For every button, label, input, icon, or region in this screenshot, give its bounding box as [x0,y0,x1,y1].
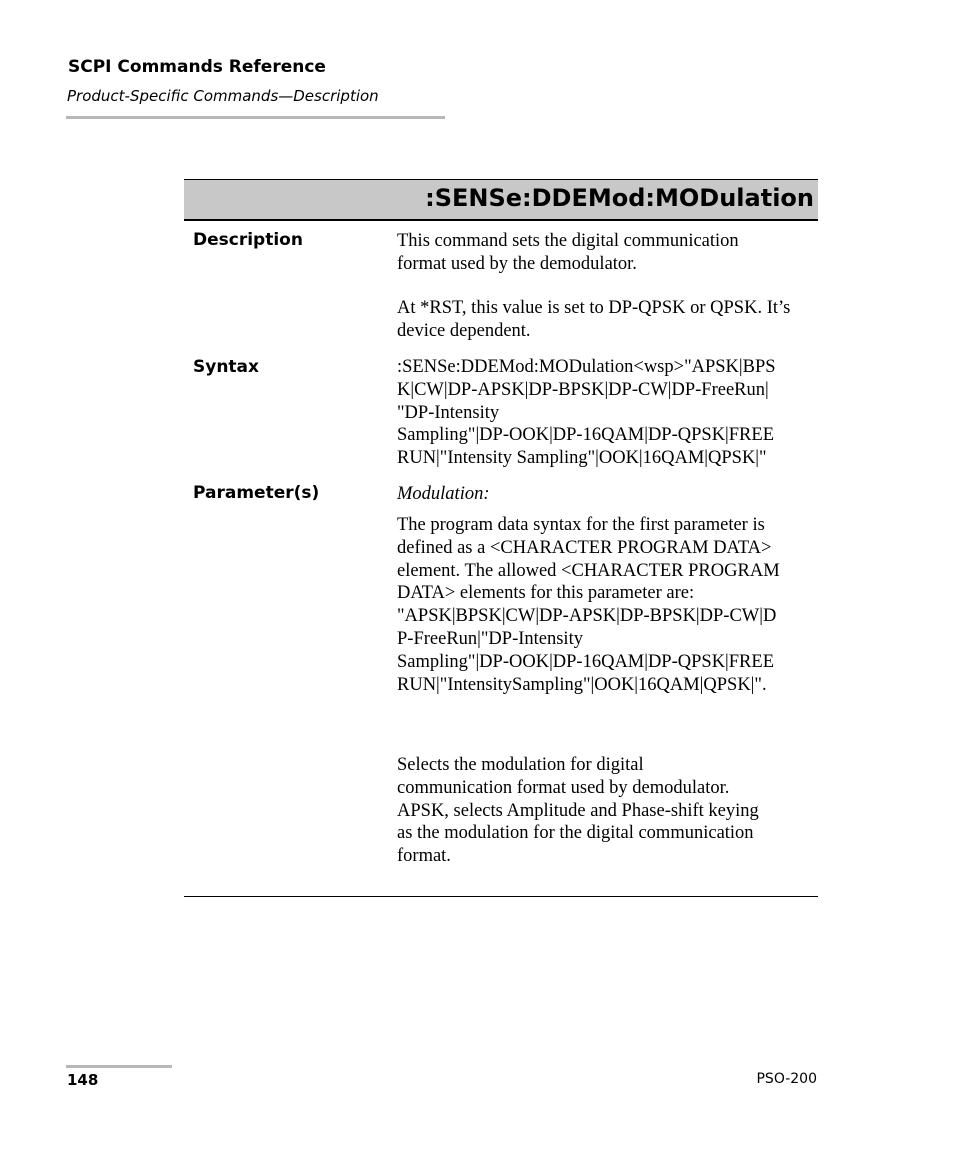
text-line: P-FreeRun|"DP-Intensity [397,628,583,649]
description-label: Description [193,230,303,250]
text-line: :SENSe:DDEMod:MODulation<wsp>"APSK|BPS [397,357,776,377]
text-line: RUN|"Intensity Sampling"|OOK|16QAM|QPSK|" [397,448,767,469]
command-title: :SENSe:DDEMod:MODulation [425,184,814,212]
parameters-label: Parameter(s) [193,483,320,503]
text-line: Selects the modulation for digital [397,755,644,775]
text-line: "APSK|BPSK|CW|DP-APSK|DP-BPSK|DP-CW|D [397,606,777,627]
parameter-text-2 [397,754,817,868]
parameter-text-1 [397,514,817,696]
text-line: defined as a <CHARACTER PROGRAM DATA> [397,537,772,558]
footer-rule [66,1065,172,1068]
description-text-2 [397,297,817,343]
text-line: format used by the demodulator. [397,253,637,274]
text-line: Sampling"|DP-OOK|DP-16QAM|DP-QPSK|FREE [397,425,774,446]
text-line: "DP-Intensity [397,402,500,423]
description-text-1 [397,230,817,276]
text-line: The program data syntax for the first parameter is [397,515,765,535]
text-line: K|CW|DP-APSK|DP-BPSK|DP-CW|DP-FreeRun| [397,379,769,400]
text-line: element. The allowed <CHARACTER PROGRAM [397,560,780,581]
command-title-bar [184,179,818,221]
text-line: At *RST, this value is set to DP-QPSK or QPSK. It’s [397,298,791,318]
text-line: RUN|"IntensitySampling"|OOK|16QAM|QPSK|". [397,674,767,695]
syntax-text [397,356,817,470]
text-line: Sampling"|DP-OOK|DP-16QAM|DP-QPSK|FREE [397,651,774,672]
text-line: DATA> elements for this parameter are: [397,583,695,604]
running-header-subtitle: Product-Specific Commands—Description [67,87,379,105]
text-line: format. [397,846,451,867]
text-line: as the modulation for the digital communication [397,823,754,844]
parameter-name: Modulation: [397,484,490,504]
text-line: APSK, selects Amplitude and Phase-shift keying [397,800,759,821]
running-header-title: SCPI Commands Reference [68,57,326,77]
table-bottom-rule [184,896,818,897]
text-line: This command sets the digital communication [397,231,739,251]
document-code: PSO-200 [756,1071,817,1087]
header-rule [66,116,445,119]
text-line: device dependent. [397,320,531,341]
page-number: 148 [67,1071,99,1089]
syntax-label: Syntax [193,357,259,377]
text-line: communication format used by demodulator. [397,777,730,798]
